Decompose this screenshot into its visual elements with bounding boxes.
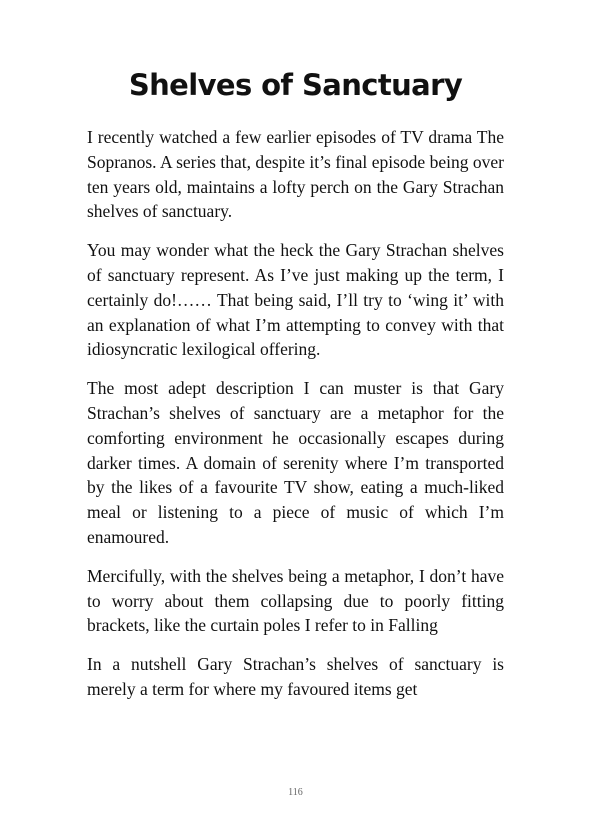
paragraph-4: Mercifully, with the shelves being a metaphor, I don’t have to worry about them collapsing due to poorly fitting brackets, like the curtain poles I refer to in Falling	[87, 565, 504, 636]
paragraph-2: You may wonder what the heck the Gary Strachan shelves of sanctuary represent. As I’ve just making up the term, I certainly do!…… That being said, I’ll try to ‘wing it’ with an explanation of what I’m attempting to convey with that idiosyncratic lexilogical offering.	[87, 240, 504, 360]
body-text	[87, 125, 504, 716]
paragraph-1: I recently watched a few earlier episodes of TV drama The Sopranos. A series that, despite it’s final episode being over ten years old, maintains a lofty perch on the Gary Strachan shelves of sanctuary.	[87, 127, 504, 222]
page-title: Shelves of Sanctuary	[128, 68, 463, 102]
paragraph-3: The most adept description I can muster is that Gary Strachan’s shelves of sanctuary are a metaphor for the comforting environment he occasionally escapes during darker times. A domain of serenity where I’m transported by the likes of a favourite TV show, eating a much-liked meal or listening to a piece of music of which I’m enamoured.	[87, 378, 504, 547]
page-number: 116	[288, 787, 303, 798]
paragraph-5: In a nutshell Gary Strachan’s shelves of sanctuary is merely a term for where my favoured items get	[87, 654, 504, 699]
